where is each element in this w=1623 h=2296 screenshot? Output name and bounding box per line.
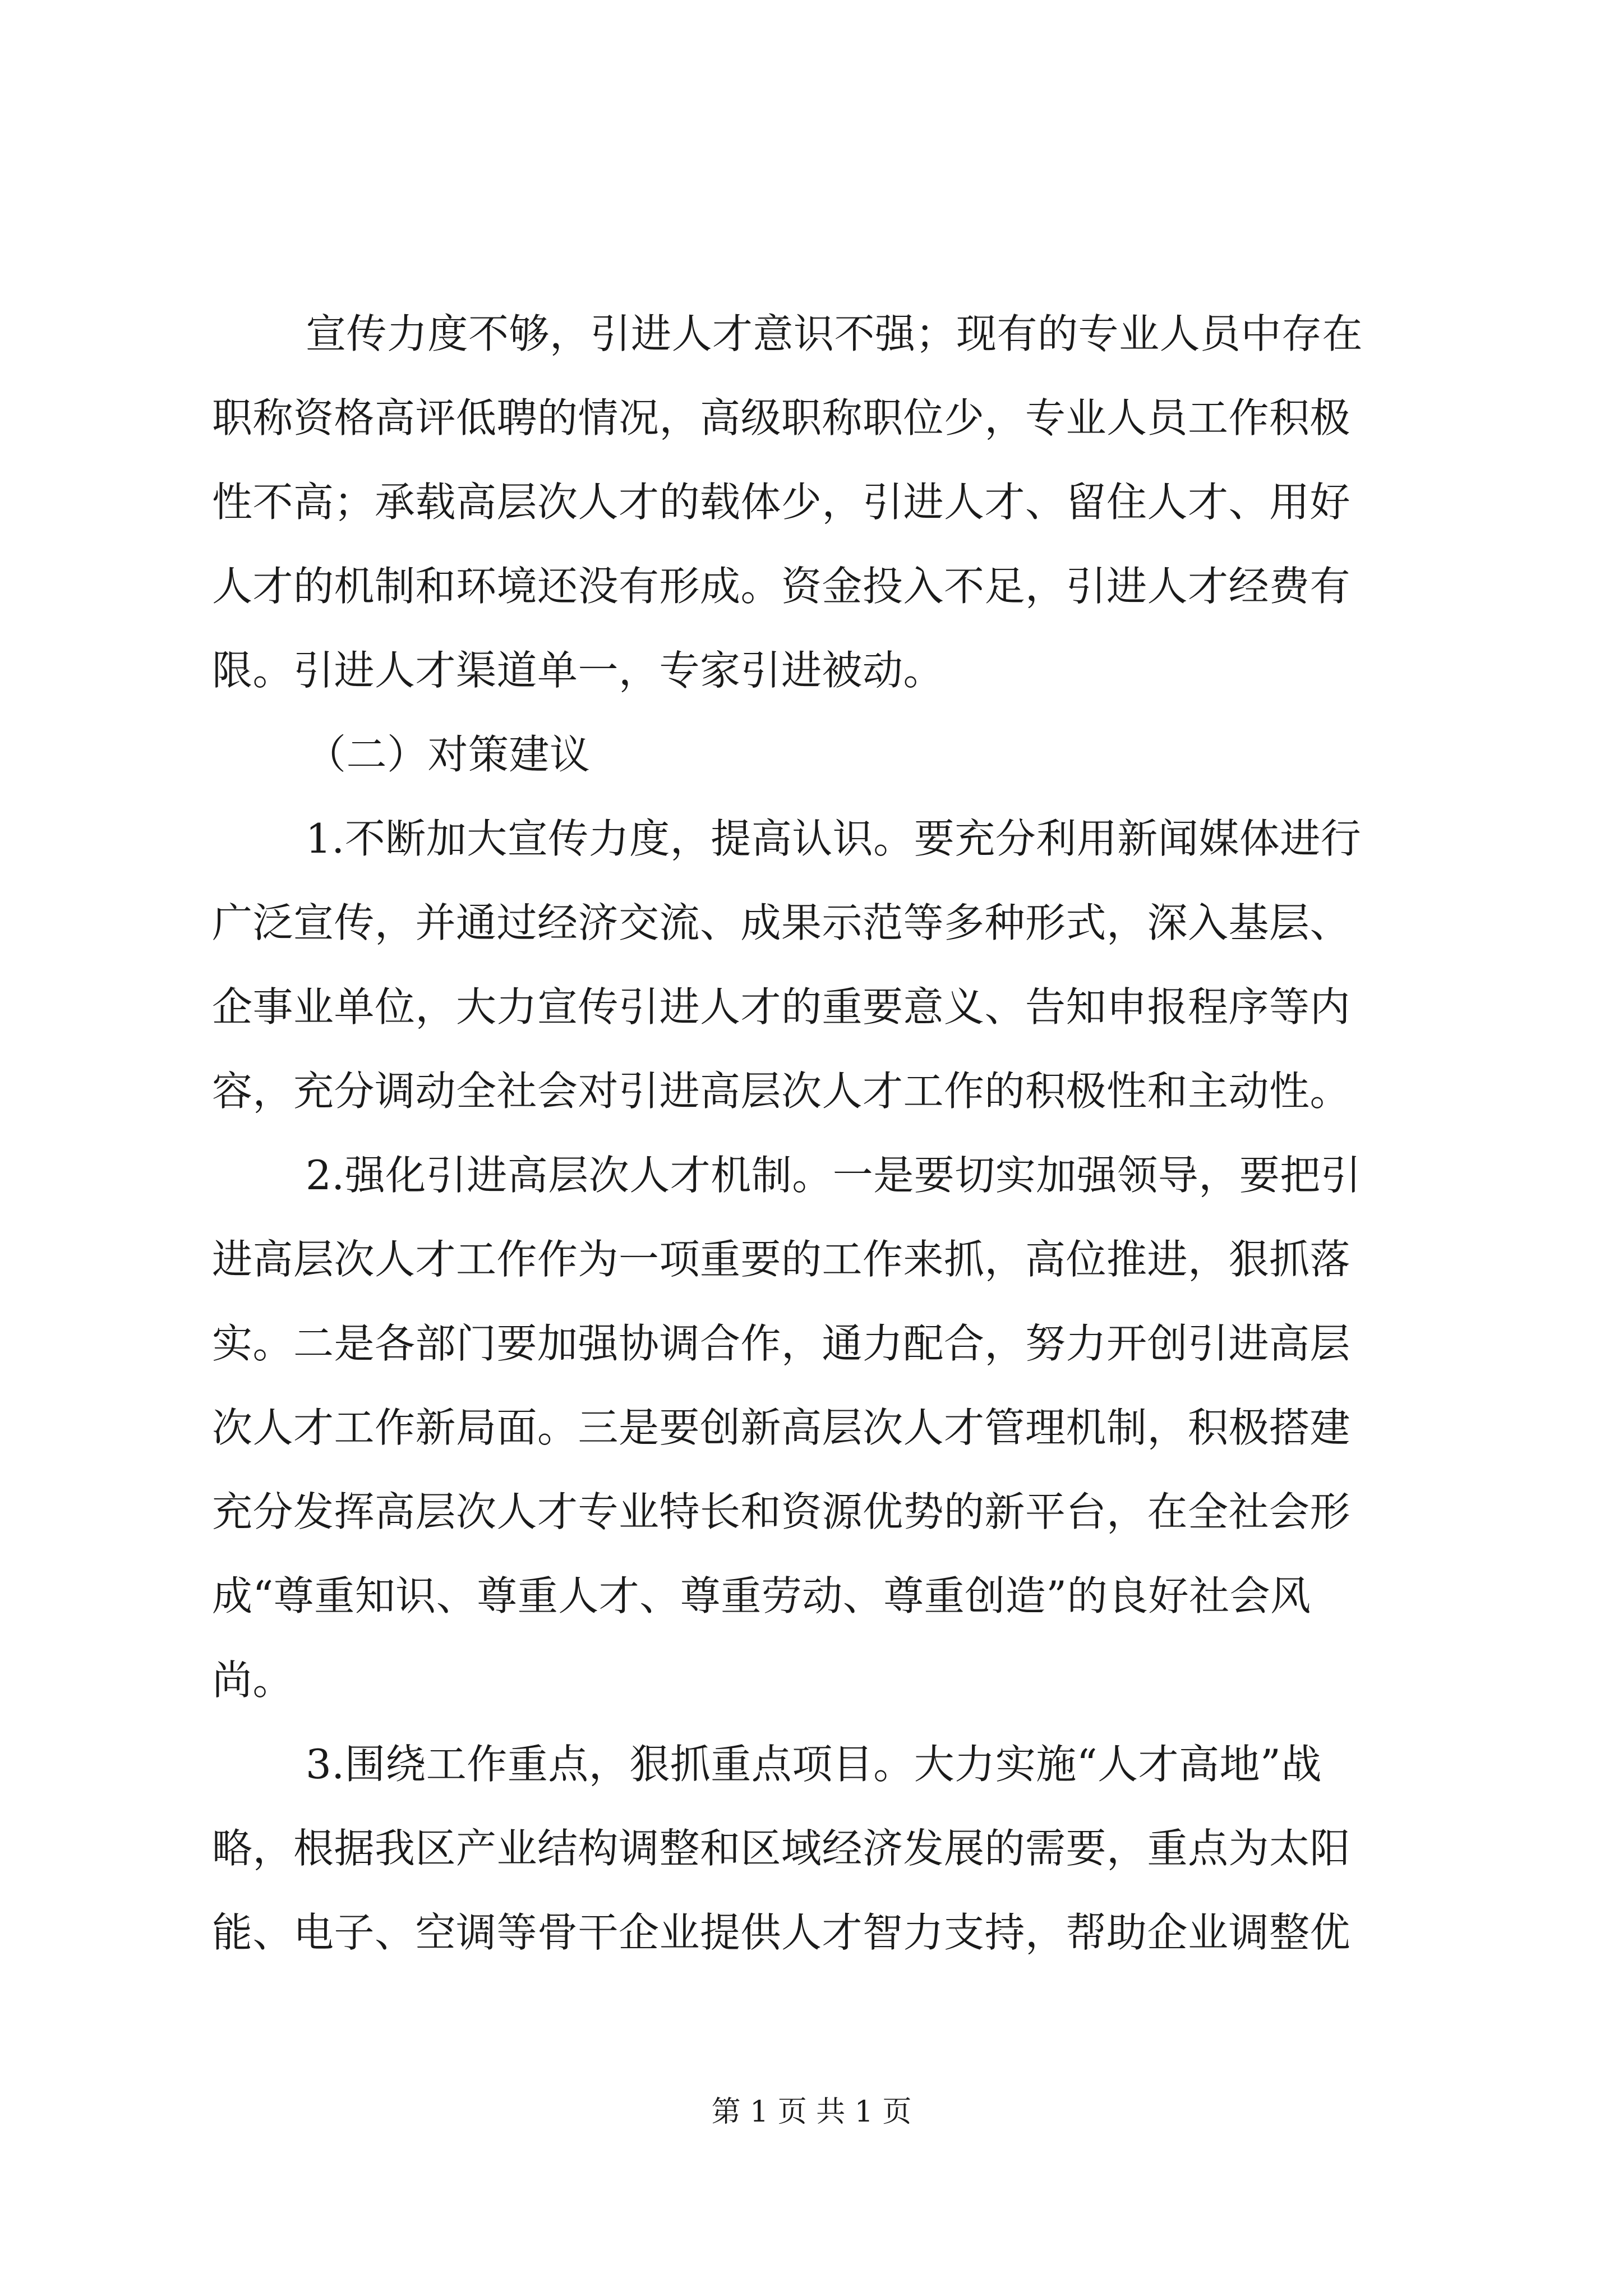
text-line: 实。二是各部门要加强协调合作，通力配合，努力开创引进高层 (212, 1320, 1351, 1367)
text-line: 成“尊重知识、尊重人才、尊重劳动、尊重创造”的良好社会风 (212, 1572, 1311, 1619)
text-line: 性不高；承载高层次人才的载体少，引进人才、留住人才、用好 (212, 478, 1351, 526)
text-line: 职称资格高评低聘的情况，高级职称职位少，专业人员工作积极 (212, 394, 1351, 441)
text-line: 人才的机制和环境还没有形成。资金投入不足，引进人才经费有 (212, 563, 1351, 610)
text-line: 略，根据我区产业结构调整和区域经济发展的需要，重点为太阳 (212, 1825, 1351, 1872)
text-line: 尚。 (212, 1657, 294, 1704)
text-line: 1.不断加大宣传力度，提高认识。要充分利用新闻媒体进行 (306, 815, 1362, 862)
text-line: 容，充分调动全社会对引进高层次人才工作的积极性和主动性。 (212, 1068, 1351, 1115)
text-line: 次人才工作新局面。三是要创新高层次人才管理机制，积极搭建 (212, 1404, 1351, 1451)
text-line: 充分发挥高层次人才专业特长和资源优势的新平台，在全社会形 (212, 1488, 1351, 1535)
text-line: 宣传力度不够，引进人才意识不强；现有的专业人员中存在 (306, 310, 1363, 357)
page-footer: 第 1 页 共 1 页 (711, 2095, 912, 2129)
text-line: 企事业单位，大力宣传引进人才的重要意义、告知申报程序等内 (212, 983, 1351, 1030)
text-line: 广泛宣传，并通过经济交流、成果示范等多种形式，深入基层、 (212, 899, 1351, 946)
text-line: 3.围绕工作重点，狠抓重点项目。大力实施“人才高地”战 (306, 1741, 1322, 1788)
text-line: 限。引进人才渠道单一，专家引进被动。 (212, 647, 944, 694)
text-line: 能、电子、空调等骨干企业提供人才智力支持，帮助企业调整优 (212, 1909, 1351, 1956)
text-line: 进高层次人才工作作为一项重要的工作来抓，高位推进，狠抓落 (212, 1236, 1351, 1283)
section-heading: （二）对策建议 (306, 731, 591, 778)
text-line: 2.强化引进高层次人才机制。一是要切实加强领导，要把引 (306, 1152, 1362, 1199)
